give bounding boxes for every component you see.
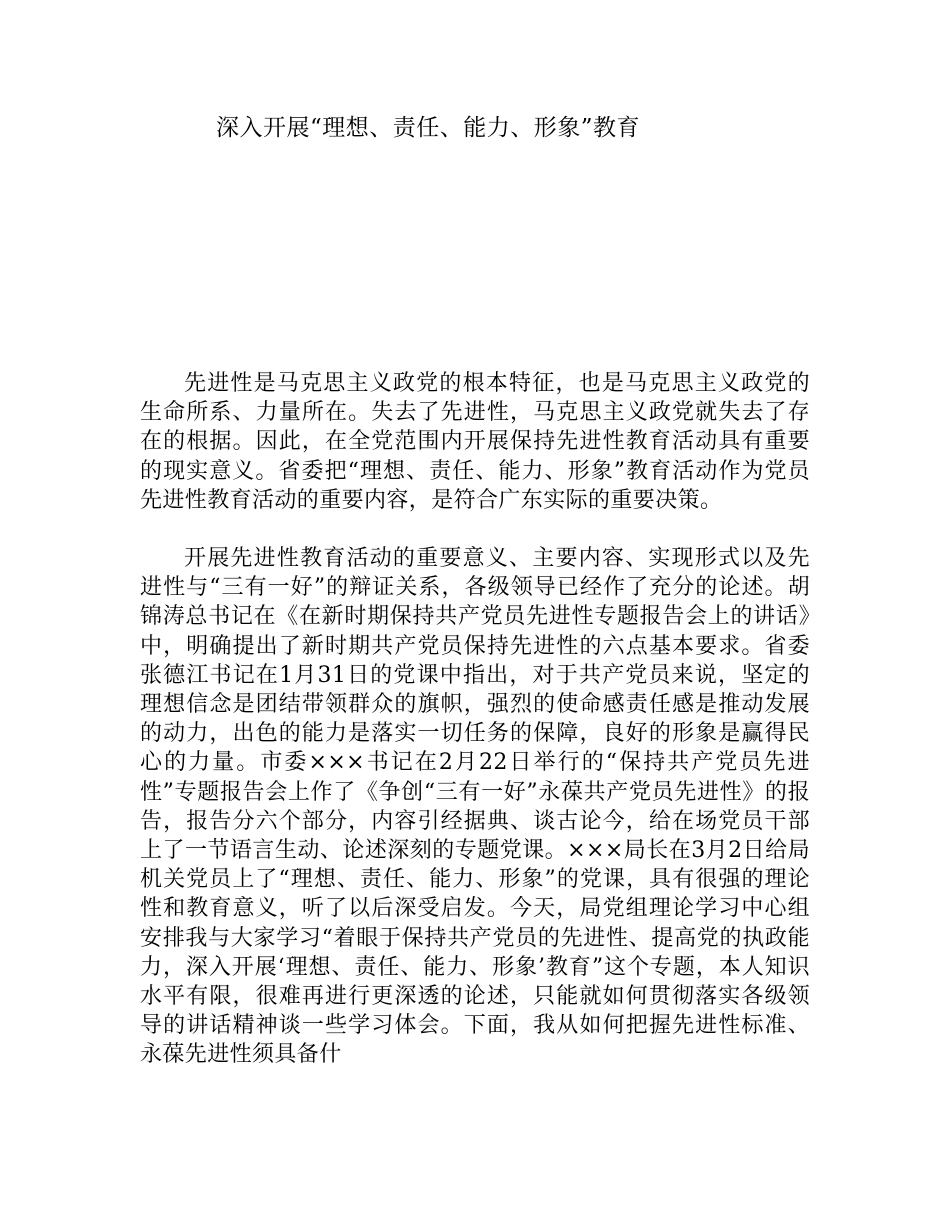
document-body <box>140 369 810 1099</box>
document-title: 深入开展“理想、责任、能力、形象”教育 <box>216 115 641 141</box>
paragraph-2: 开展先进性教育活动的重要意义、主要内容、实现形式以及先进性与“三有一好”的辩证关系，各级领导已经作了充分的论述。胡锦涛总书记在《在新时期保持共产党员先进性专题报告会上的讲话》中，明确提出了新时期共产党员保持先进性的六点基本要求。省委张德江书记在1月31日的党课中指出，对于共产党员来说，坚定的理想信念是团结带领群众的旗帜，强烈的使命感责任感是推动发展的动力，出色的能力是落实一切任务的保障，良好的形象是赢得民心的力量。市委×××书记在2月22日举行的“保持共产党员先进性”专题报告会上作了《争创“三有一好”永葆共产党员先进性》的报告，报告分六个部分，内容引经据典、谈古论今，给在场党员干部上了一节语言生动、论述深刻的专题党课。×××局长在3月2日给局机关党员上了“理想、责任、能力、形象”的党课，具有很强的理论性和教育意义，听了以后深受启发。今天，局党组理论学习中心组安排我与大家学习“着眼于保持共产党员的先进性、提高党的执政能力，深入开展‘理想、责任、能力、形象’教育”这个专题，本人知识水平有限，很难再进行更深透的论述，只能就如何贯彻落实各级领导的讲话精神谈一些学习体会。下面，我从如何把握先进性标准、永葆先进性须具备什 <box>140 546 810 1068</box>
paragraph-1: 先进性是马克思主义政党的根本特征，也是马克思主义政党的生命所系、力量所在。失去了先进性，马克思主义政党就失去了存在的根据。因此，在全党范围内开展保持先进性教育活动具有重要的现实意义。省委把“理想、责任、能力、形象”教育活动作为党员先进性教育活动的重要内容，是符合广东实际的重要决策。 <box>140 371 810 513</box>
